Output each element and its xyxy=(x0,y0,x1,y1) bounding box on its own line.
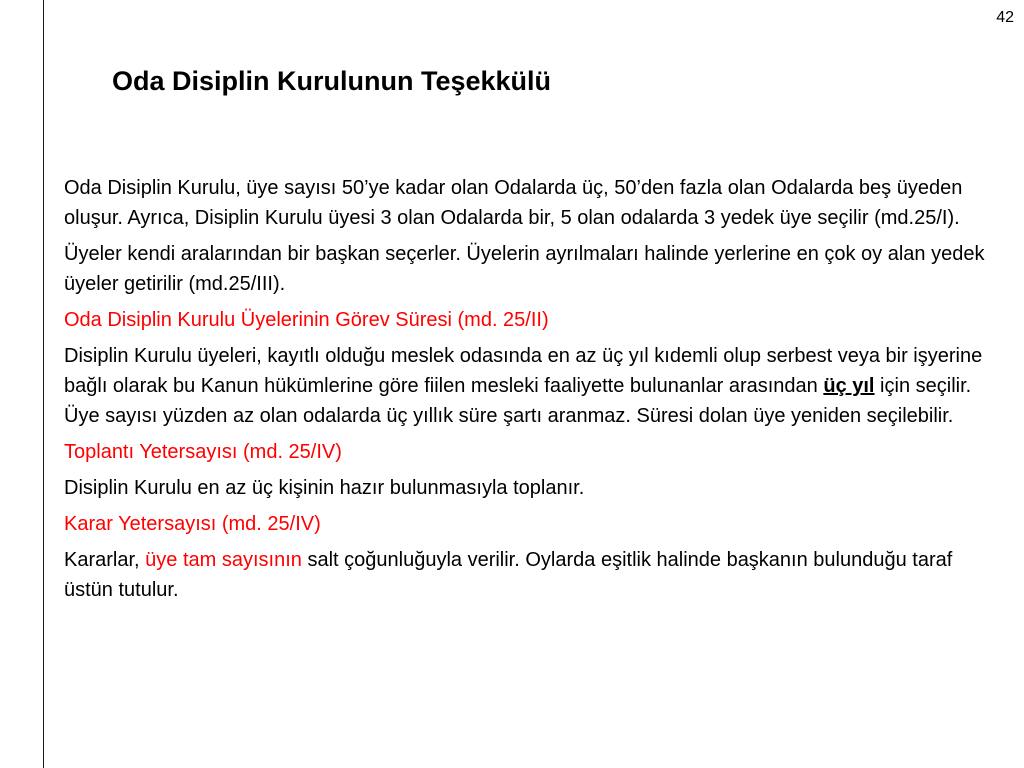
slide-body xyxy=(64,173,1004,611)
slide-title: Oda Disiplin Kurulunun Teşekkülü xyxy=(112,66,552,96)
paragraph-meeting-quorum: Disiplin Kurulu en az üç kişinin hazır bulunmasıyla toplanır. xyxy=(64,477,585,499)
text-segment: Kararlar, xyxy=(64,549,146,571)
paragraph-decision-quorum xyxy=(64,545,1004,605)
emphasized-term: üç yıl xyxy=(823,375,875,397)
paragraph-composition: Oda Disiplin Kurulu, üye sayısı 50’ye kadar olan Odalarda üç, 50’den fazla olan Odalarda beş üyeden oluşur. Ayrıca, Disiplin Kurulu üyesi 3 olan Odalarda bir, 5 olan odalarda 3 yedek üye seçilir (md.25/I). xyxy=(64,177,963,229)
paragraph-chairman: Üyeler kendi aralarından bir başkan seçerler. Üyelerin ayrılmaları halinde yerlerine en çok oy alan yedek üyeler getirilir (md.25/III). xyxy=(64,243,985,295)
heading-term-of-office: Oda Disiplin Kurulu Üyelerinin Görev Süresi (md. 25/II) xyxy=(64,309,549,331)
text-segment: için seçilir. Üye sayısı yüzden az olan odalarda üç yıllık süre şartı aranmaz. Süresi dolan üye yeniden seçilebilir. xyxy=(64,375,972,427)
left-margin-rule xyxy=(43,0,44,768)
highlighted-phrase: üye tam sayısının xyxy=(145,549,302,571)
text-segment: salt çoğunluğuyla verilir. Oylarda eşitlik halinde başkanın bulunduğu taraf üstün tutulur. xyxy=(64,549,953,601)
heading-decision-quorum: Karar Yetersayısı (md. 25/IV) xyxy=(64,513,321,535)
page-number: 42 xyxy=(996,9,1014,26)
heading-meeting-quorum: Toplantı Yetersayısı (md. 25/IV) xyxy=(64,441,342,463)
paragraph-term-of-office xyxy=(64,341,1004,431)
text-segment: Disiplin Kurulu üyeleri, kayıtlı olduğu meslek odasında en az üç yıl kıdemli olup serbest veya bir işyerine bağlı olarak bu Kanun hükümlerine göre fiilen mesleki faaliyette bulunanlar arasından xyxy=(64,345,983,397)
